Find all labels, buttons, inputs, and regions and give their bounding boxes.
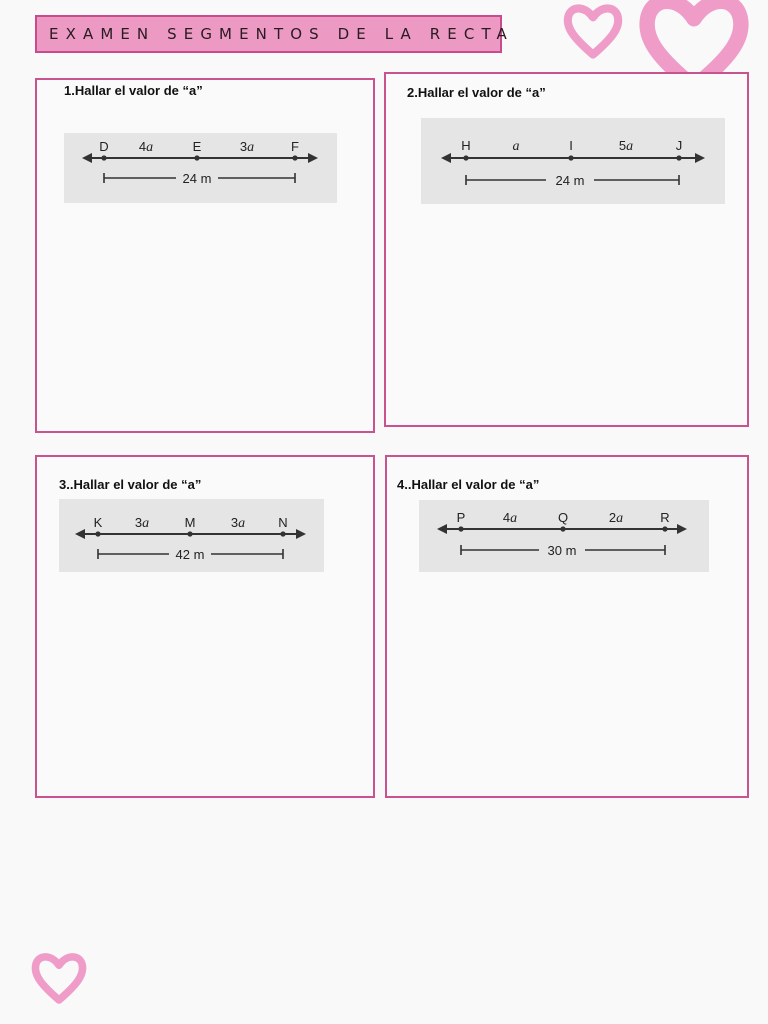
segment-length-label: 4a (502, 510, 518, 526)
point-label: J (675, 138, 683, 153)
question-4-label: 4..Hallar el valor de “a” (397, 477, 540, 492)
segment-length-label: 5a (618, 138, 634, 154)
segment-figure-2 (421, 118, 725, 204)
segment-figure-4 (419, 500, 709, 572)
exam-title-banner (35, 15, 514, 53)
point-label: H (461, 138, 471, 153)
question-card-1 (35, 78, 375, 433)
total-length-label: 24 m (182, 171, 212, 186)
segment-length-label: 3a (239, 139, 255, 155)
point-label: N (278, 515, 288, 530)
question-1-label: 1.Hallar el valor de “a” (64, 83, 203, 98)
point-label: F (291, 139, 299, 154)
heart-icon (30, 948, 88, 1008)
segment-figure-1 (64, 133, 337, 203)
question-2-label: 2.Hallar el valor de “a” (407, 85, 546, 100)
heart-icon (562, 0, 624, 62)
segment-diagram-3 (59, 499, 324, 572)
segment-length-label: 2a (608, 510, 624, 526)
segment-diagram-1 (64, 133, 337, 203)
point-label: M (184, 515, 196, 530)
total-length-label: 30 m (547, 543, 577, 558)
segment-diagram-4 (419, 500, 709, 572)
point-label: I (569, 138, 573, 153)
segment-length-label: 3a (134, 515, 150, 531)
total-length-label: 24 m (555, 173, 585, 188)
question-3-label: 3..Hallar el valor de “a” (59, 477, 202, 492)
point-label: R (660, 510, 670, 525)
point-label: E (192, 139, 202, 154)
segment-length-label: a (512, 139, 520, 154)
point-label: Q (557, 510, 569, 525)
exam-title: EXAMEN SEGMENTOS DE LA RECTA (49, 25, 514, 43)
point-label: P (456, 510, 466, 525)
segment-length-label: 3a (230, 515, 246, 531)
point-label: K (93, 515, 103, 530)
point-label: D (99, 139, 109, 154)
segment-diagram-2 (421, 118, 725, 204)
segment-figure-3 (59, 499, 324, 572)
segment-length-label: 4a (138, 139, 154, 155)
total-length-label: 42 m (175, 547, 205, 562)
